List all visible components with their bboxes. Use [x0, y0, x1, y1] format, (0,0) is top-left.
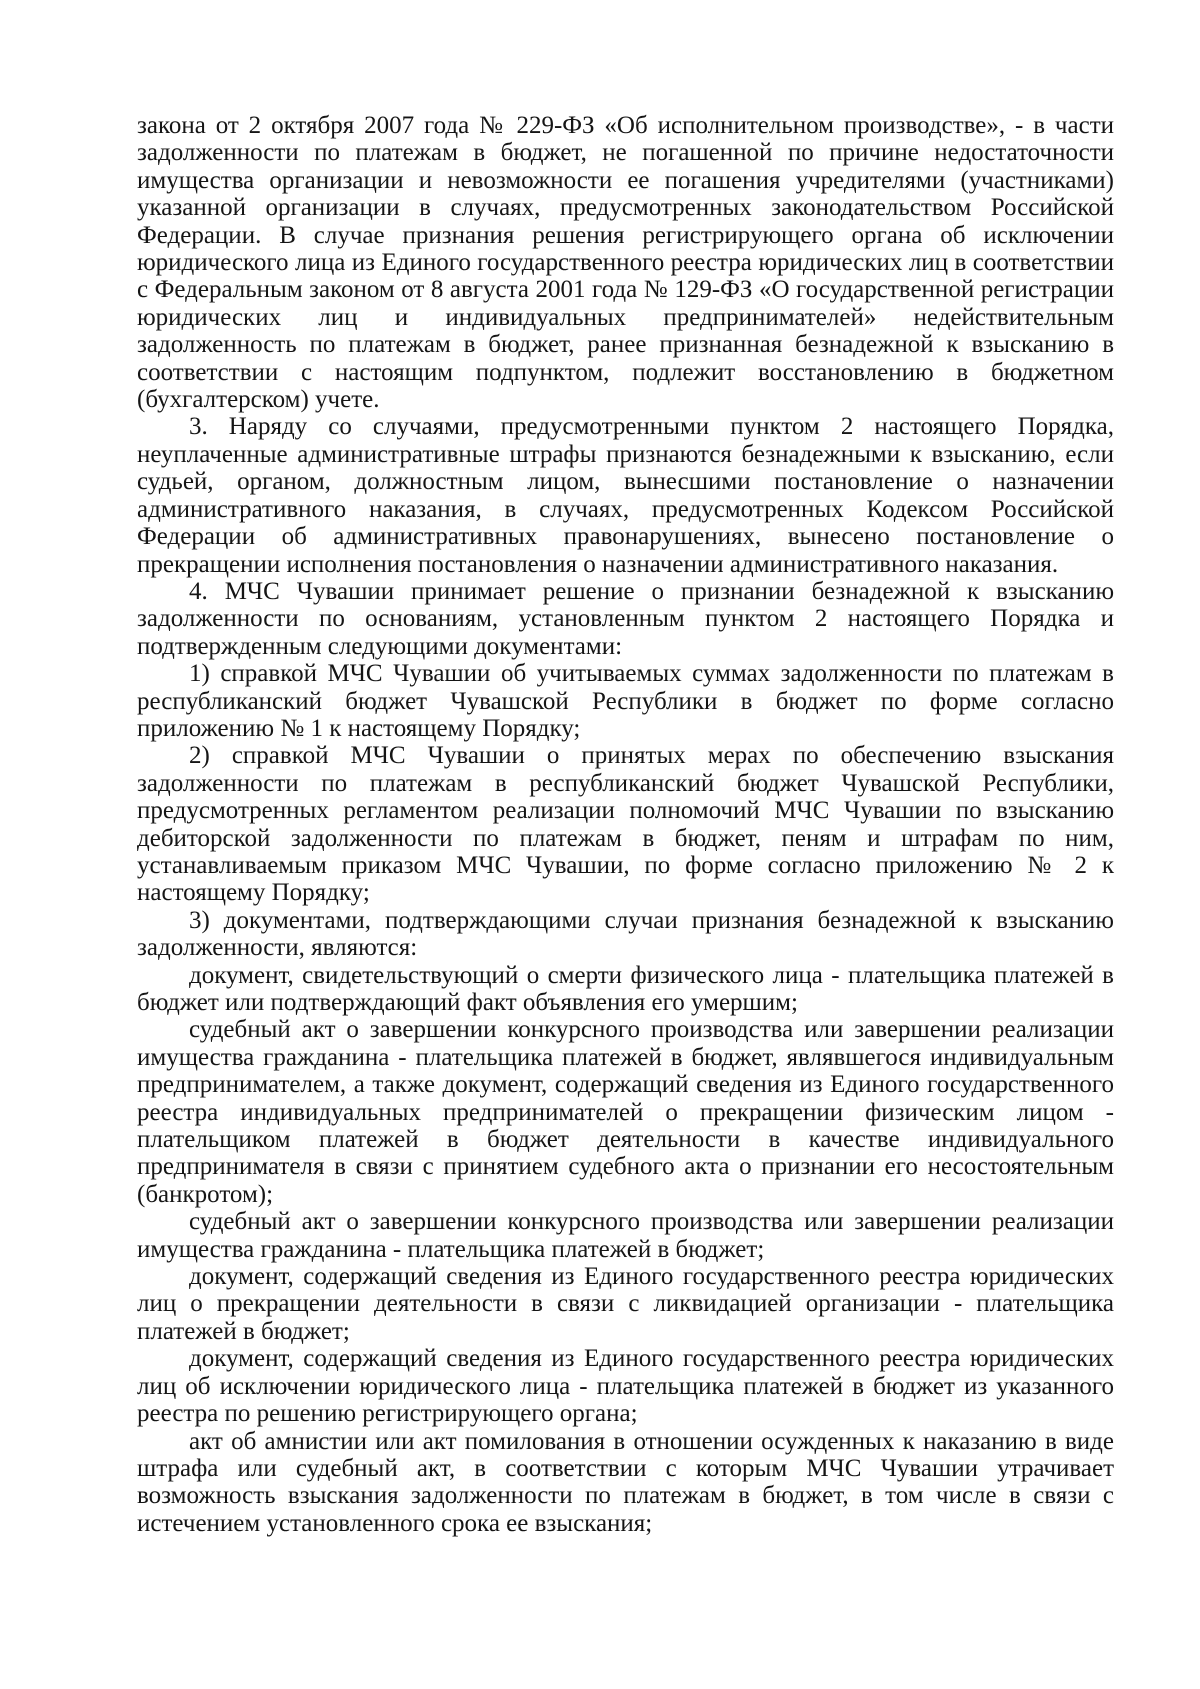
- paragraph-item-4: 4. МЧС Чувашии принимает решение о признании безнадежной к взысканию задолженности по основаниям, установленным пунктом 2 настоящего Порядка и подтвержденным следующими документами:: [137, 577, 1114, 660]
- document-page: [137, 112, 1114, 1537]
- paragraph-bankruptcy-entrepreneur: судебный акт о завершении конкурсного производства или завершении реализации имущества гражданина - плательщика платежей в бюджет, являвшегося индивидуальным предпринимателем, а также документ, содержащий сведения из Единого государственного реестра индивидуальных предпринимателей о прекращении физическим лицом - плательщиком платежей в бюджет деятельности в качестве индивидуального предпринимателя в связи с принятием судебного акта о признании его несостоятельным (банкротом);: [137, 1016, 1114, 1208]
- paragraph-exclusion: документ, содержащий сведения из Единого государственного реестра юридических лиц об исключении юридического лица - плательщика платежей в бюджет из указанного реестра по решению регистрирующего органа;: [137, 1345, 1114, 1428]
- paragraph-bankruptcy-citizen: судебный акт о завершении конкурсного производства или завершении реализации имущества гражданина - плательщика платежей в бюджет;: [137, 1208, 1114, 1263]
- paragraph-liquidation: документ, содержащий сведения из Единого государственного реестра юридических лиц о прекращении деятельности в связи с ликвидацией организации - плательщика платежей в бюджет;: [137, 1263, 1114, 1345]
- paragraph-death-document: документ, свидетельствующий о смерти физического лица - плательщика платежей в бюджет или подтверждающий факт объявления его умершим;: [137, 961, 1114, 1016]
- paragraph-amnesty: акт об амнистии или акт помилования в отношении осужденных к наказанию в виде штрафа или судебный акт, в соответствии с которым МЧС Чувашии утрачивает возможность взыскания задолженности по платежам в бюджет, в том числе в связи с истечением установленного срока ее взыскания;: [137, 1427, 1114, 1537]
- paragraph-subitem-3: 3) документами, подтверждающими случаи признания безнадежной к взысканию задолженности, являются:: [137, 906, 1114, 962]
- paragraph-subitem-1: 1) справкой МЧС Чувашии об учитываемых суммах задолженности по платежам в республиканский бюджет Чувашской Республики в бюджет по форме согласно приложению № 1 к настоящему Порядку;: [137, 660, 1114, 742]
- paragraph-item-3: 3. Наряду со случаями, предусмотренными пунктом 2 настоящего Порядка, неуплаченные административные штрафы признаются безнадежными к взысканию, если судьей, органом, должностным лицом, вынесшими постановление о назначении административного наказания, в случаях, предусмотренных Кодексом Российской Федерации об административных правонарушениях, вынесено постановление о прекращении исполнения постановления о назначении административного наказания.: [137, 413, 1114, 578]
- paragraph-subitem-2: 2) справкой МЧС Чувашии о принятых мерах по обеспечению взыскания задолженности по платежам в республиканский бюджет Чувашской Республики, предусмотренных регламентом реализации полномочий МЧС Чувашии по взысканию дебиторской задолженности по платежам в бюджет, пеням и штрафам по ним, устанавливаемым приказом МЧС Чувашии, по форме согласно приложению № 2 к настоящему Порядку;: [137, 742, 1114, 907]
- paragraph-continuation: закона от 2 октября 2007 года № 229-ФЗ «Об исполнительном производстве», - в части задолженности по платежам в бюджет, не погашенной по причине недостаточности имущества организации и невозможности ее погашения учредителями (участниками) указанной организации в случаях, предусмотренных законодательством Российской Федерации. В случае признания решения регистрирующего органа об исключении юридического лица из Единого государственного реестра юридических лиц в соответствии с Федеральным законом от 8 августа 2001 года № 129-ФЗ «О государственной регистрации юридических лиц и индивидуальных предпринимателей» недействительным задолженность по платежам в бюджет, ранее признанная безнадежной к взысканию в соответствии с настоящим подпунктом, подлежит восстановлению в бюджетном (бухгалтерском) учете.: [137, 112, 1114, 414]
